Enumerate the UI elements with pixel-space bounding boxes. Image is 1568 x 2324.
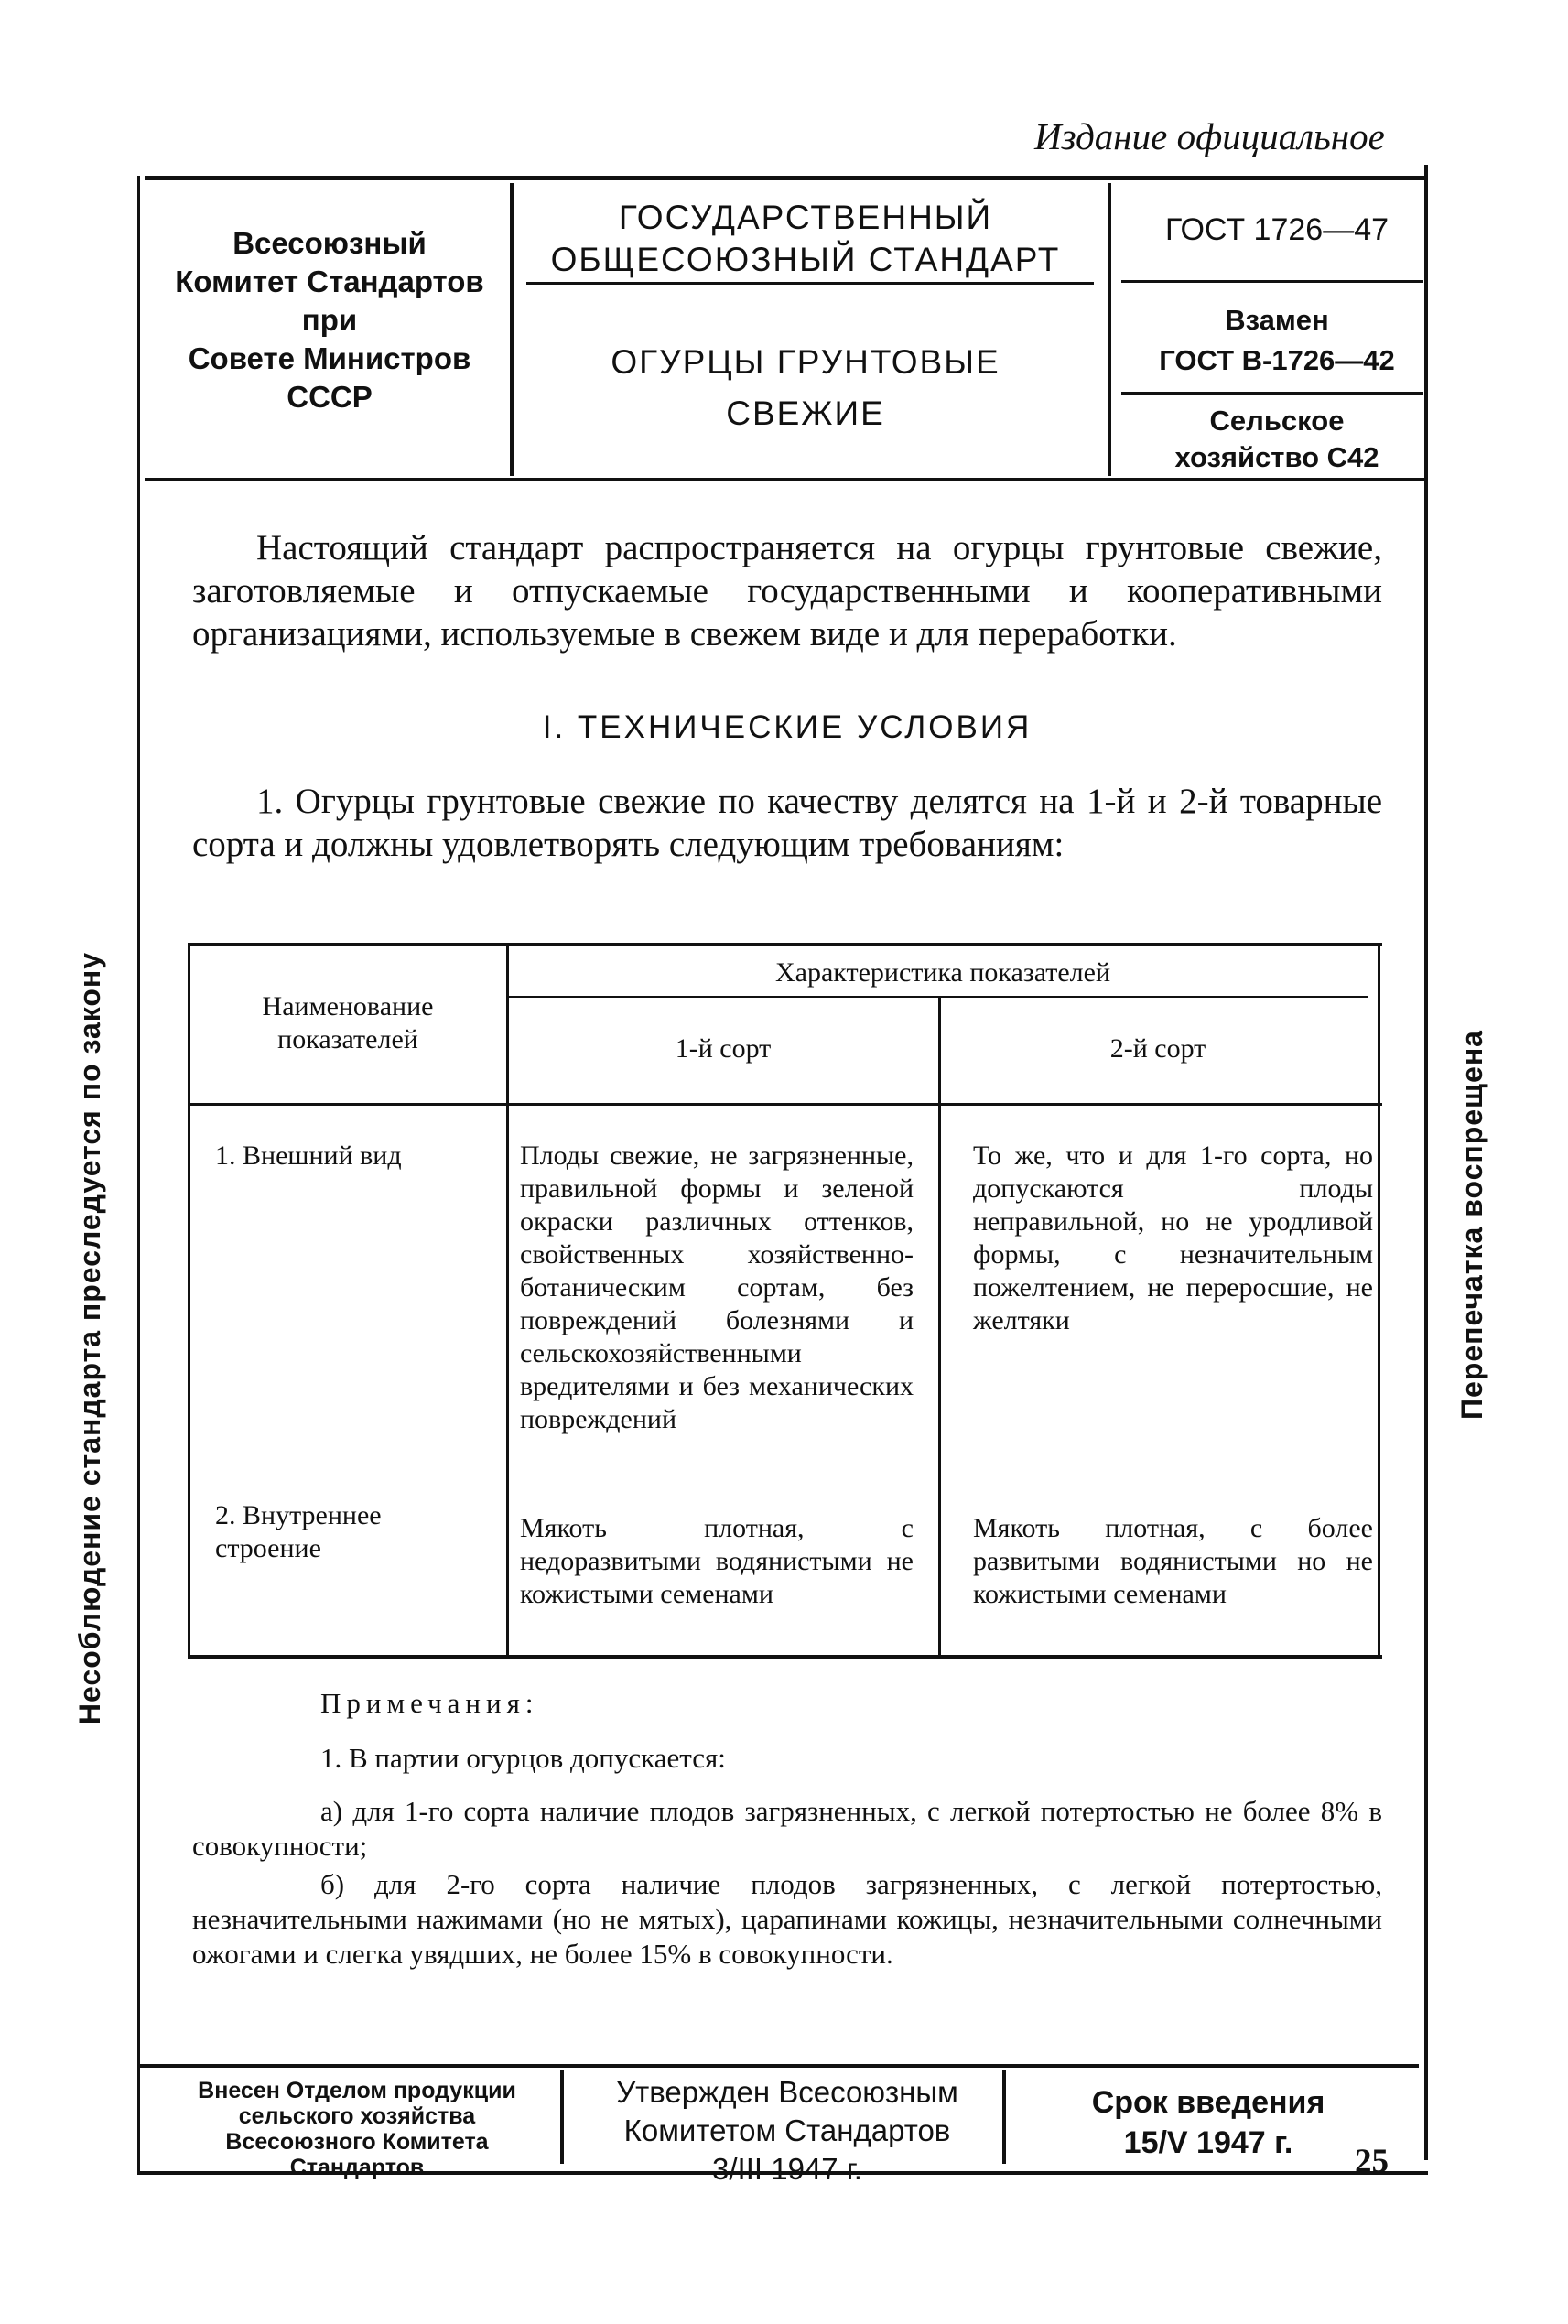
header-grade-2: 2-й сорт [1109, 1033, 1206, 1064]
header-indicator-line: Наименование [262, 991, 434, 1021]
side-note-left: Несоблюдение стандарта преследуется по закону [73, 951, 106, 1725]
introduced-line: Внесен Отделом продукции [198, 2078, 516, 2103]
row-2-name-line: 2. Внутреннее [215, 1500, 382, 1530]
standard-type-line: ОБЩЕСОЮЗНЫЙ СТАНДАРТ [550, 241, 1061, 278]
table-left-border [188, 943, 190, 1657]
note-b: б) для 2-го сорта наличие плодов загрязненных, с легкой потертостью, незначительными нажимами (но не мятых), царапинами кожицы, незначительными солнечными ожогами и слегка увядших, не более 15% в совокупности. [192, 1868, 1382, 1970]
standard-name-line: ОГУРЦЫ ГРУНТОВЫЕ [611, 343, 1000, 381]
standard-type [522, 197, 1089, 281]
footer-divider-2 [1002, 2070, 1006, 2164]
header-characteristics: Характеристика показателей [774, 957, 1111, 988]
header-indicator-name [192, 990, 503, 1056]
table-top-rule [188, 943, 1382, 946]
authority-line: Совете Министров [188, 341, 471, 375]
approved-line: Утвержден Всесоюзным [616, 2075, 958, 2109]
authority-line: Всесоюзный [232, 226, 427, 260]
approved-by [577, 2073, 998, 2189]
standard-name [522, 337, 1089, 439]
table-right-border [1378, 943, 1380, 1657]
section-title: I. ТЕХНИЧЕСКИЕ УСЛОВИЯ [542, 709, 1033, 745]
notes-title: Примечания: [320, 1687, 539, 1719]
replaces-block [1121, 300, 1433, 381]
header-bottom-rule [145, 478, 1426, 481]
effective-date [1016, 2082, 1400, 2163]
gost-number: ГОСТ 1726—47 [1164, 212, 1390, 247]
row-1-name-line: 1. Внешний вид [215, 1140, 402, 1171]
authority-line: при [301, 303, 358, 337]
standard-name-line: СВЕЖИЕ [726, 395, 885, 432]
authority-line: СССР [287, 380, 373, 414]
note-a: а) для 1-го сорта наличие плодов загрязненных, с легкой потертостью не более 8% в совокупности; [192, 1795, 1382, 1862]
row-1-name [215, 1140, 499, 1173]
header-right-hrule-2 [1121, 392, 1423, 395]
section-line: хозяйство С42 [1174, 441, 1379, 473]
effective-line: Срок введения [1091, 2085, 1325, 2120]
introduced-by [146, 2078, 568, 2180]
replaces-line: ГОСТ В-1726—42 [1159, 344, 1395, 376]
footer-top-rule [137, 2064, 1419, 2068]
header-divider-left [510, 183, 514, 476]
header-divider-right [1108, 183, 1111, 476]
section-line: Сельское [1209, 405, 1345, 437]
standard-type-line: ГОСУДАРСТВЕННЫЙ [618, 199, 993, 236]
row-2-name [215, 1499, 499, 1565]
note-1: 1. В партии огурцов допускается: [320, 1742, 726, 1774]
header-grade-1: 1-й сорт [675, 1033, 772, 1064]
authority-block [151, 224, 508, 416]
row-2-grade-1: Мякоть плотная, с недоразвитыми водянистыми не кожистыми семенами [520, 1513, 914, 1609]
table-bottom-rule [188, 1655, 1382, 1659]
table-col-divider-2 [938, 998, 941, 1657]
replaces-line: Взамен [1225, 304, 1329, 336]
approved-line: 3/III 1947 г. [712, 2152, 862, 2186]
page-frame-left [137, 176, 140, 2171]
row-2-grade-2: Мякоть плотная, с более развитыми водянистыми но не кожистыми семенами [973, 1513, 1373, 1609]
table-header-bottom-rule [188, 1103, 1382, 1106]
approved-line: Комитетом Стандартов [623, 2113, 951, 2147]
introduced-line: сельского хозяйства [238, 2103, 476, 2129]
header-mid-hrule [526, 282, 1094, 285]
edition-label: Издание официальное [1034, 115, 1385, 157]
row-2-name-line: строение [215, 1533, 321, 1563]
introduced-line: Стандартов [289, 2155, 425, 2180]
page-number: 25 [1355, 2143, 1389, 2180]
clause-1: 1. Огурцы грунтовые свежие по качеству делятся на 1-й и 2-й товарные сорта и должны удовлетворять следующим требованиям: [192, 782, 1382, 864]
effective-line: 15/V 1947 г. [1123, 2125, 1293, 2160]
row-1-grade-2: То же, что и для 1-го сорта, но допускаются плоды неправильной, но не уродливой формы, с незначительным пожелтением, не переросшие, не желтяки [973, 1140, 1373, 1335]
introduced-line: Всесоюзного Комитета [225, 2129, 489, 2155]
header-right-hrule-1 [1121, 280, 1423, 283]
row-1-grade-1: Плоды свежие, не загрязненные, правильной формы и зеленой окраски различных оттенков, свойственных хозяйственно-ботаническим сортам, без повреждений болезнями и сельскохозяйственными вредителями и без механических повреждений [520, 1140, 914, 1434]
section-block [1121, 403, 1433, 476]
side-note-right: Перепечатка воспрещена [1455, 1030, 1488, 1420]
authority-line: Комитет Стандартов [175, 265, 484, 298]
header-indicator-line: показателей [277, 1024, 418, 1054]
table-col-divider-1 [506, 943, 509, 1657]
header-top-rule [145, 176, 1426, 180]
intro-paragraph: Настоящий стандарт распространяется на огурцы грунтовые свежие, заготовляемые и отпускаемые государственными и кооперативными организациями, используемые в свежем виде и для переработки. [192, 528, 1382, 654]
